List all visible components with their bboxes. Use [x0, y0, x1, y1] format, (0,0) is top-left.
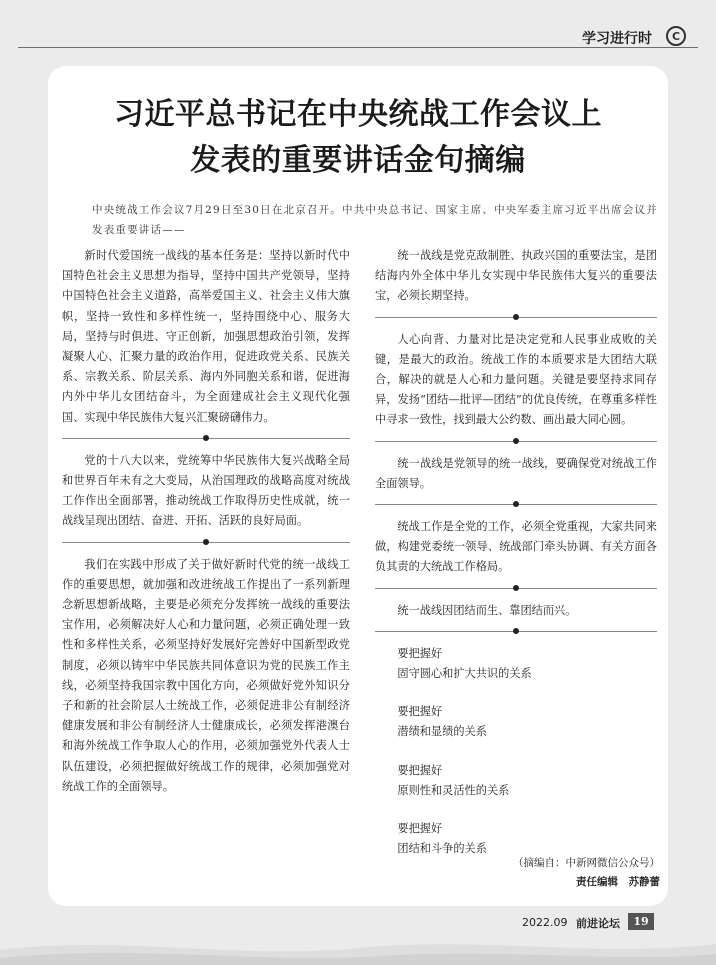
decorative-wave	[0, 930, 716, 965]
section-divider	[375, 504, 657, 505]
right-paragraph-4: 统战工作是全党的工作，必须全党重视，大家共同来做，构建党委统一领导、统战部门牵头协调、有关方面各负其责的大统战工作格局。	[375, 520, 657, 574]
section-divider	[375, 631, 657, 632]
circled-c-icon: C	[666, 26, 686, 46]
relation-text: 团结和斗争的关系	[397, 842, 487, 856]
divider-dot-icon	[203, 539, 209, 545]
right-column	[375, 246, 657, 859]
title-line-2: 发表的重要讲话金句摘编	[190, 143, 526, 178]
divider-dot-icon	[203, 435, 209, 441]
relation-item	[375, 644, 657, 684]
divider-dot-icon	[513, 628, 519, 634]
relation-item	[375, 702, 657, 742]
title-line-1: 习近平总书记在中央统战工作会议上	[114, 97, 602, 132]
relation-lead: 要把握好	[397, 705, 443, 719]
section-divider	[62, 438, 350, 439]
relation-lead: 要把握好	[397, 822, 443, 836]
right-paragraph-3: 统一战线是党领导的统一战线，要确保党对统战工作全面领导。	[375, 456, 657, 490]
magazine-name: 前进论坛	[576, 917, 620, 930]
left-paragraph-2: 党的十八大以来，党统筹中华民族伟大复兴战略全局和世界百年未有之大变局，从治国理政的战略高度对统战工作作出全面部署，推动统战工作取得历史性成就，统一战线呈现出团结、奋进、开拓、活跃的良好局面。	[62, 453, 350, 528]
right-paragraph-2: 人心向背、力量对比是决定党和人民事业成败的关键，是最大的政治。统战工作的本质要求是大团结大联合，解决的就是人心和力量问题。关键是要坚持求同存异，发扬“团结—批评—团结”的优良传统，在尊重多样性中寻求一致性，找到最大公约数、画出最大同心圆。	[375, 332, 657, 427]
relation-text: 潜绩和显绩的关系	[397, 725, 487, 739]
article-title	[0, 92, 716, 184]
divider-dot-icon	[513, 501, 519, 507]
left-paragraph-3: 我们在实践中形成了关于做好新时代党的统一战线工作的重要思想，就加强和改进统战工作提出了一系列新理念新思想新战略，主要是必须充分发挥统一战线的重要法宝作用，必须解决好人心和力量问题，必须正确处理一致性和多样性关系，必须坚持好发展好完善好中国新型政党制度，必须以铸牢中华民族共同体意识为党的民族工作主线，必须坚持我国宗教中国化方向，必须做好党外知识分子和新的社会阶层人士统战工作，必须促进非公有制经济健康发展和非公有制经济人士健康成长，必须发挥港澳台和海外统战工作争取人心的作用，必须加强党外代表人士队伍建设，必须把握做好统战工作的规律，必须加强党对统战工作的全面领导。	[62, 557, 350, 793]
section-divider	[375, 317, 657, 318]
divider-dot-icon	[513, 438, 519, 444]
section-divider	[62, 542, 350, 543]
article-intro: 中央统战工作会议7月29日至30日在北京召开。中共中央总书记、国家主席、中央军委主席习近平出席会议并发表重要讲话——	[92, 204, 658, 236]
left-paragraph-1: 新时代爱国统一战线的基本任务是：坚持以新时代中国特色社会主义思想为指导，坚持中国共产党领导，坚持中国特色社会主义道路，高举爱国主义、社会主义伟大旗帜，坚持一致性和多样性统一，坚持围绕中心、服务大局，坚持与时俱进、守正创新，加强思想政治引领，发挥凝聚人心、汇聚力量的政治作用，促进政党关系、民族关系、宗教关系、阶层关系、海内外同胞关系和谐，促进海内外中华儿女团结奋斗，为全面建成社会主义现代化强国、实现中华民族伟大复兴汇聚磅礴伟力。	[62, 249, 350, 424]
right-paragraph-5: 统一战线因团结而生、靠团结而兴。	[397, 603, 577, 617]
section-name: 学习进行时	[582, 31, 652, 47]
editor-credit: 责任编辑 苏静蕾	[576, 876, 660, 888]
relations-list	[375, 644, 657, 860]
relation-lead: 要把握好	[397, 646, 443, 660]
left-column	[62, 246, 350, 797]
relation-item	[375, 761, 657, 801]
source-credit: （摘编自：中新网微信公众号）	[513, 857, 660, 869]
relation-text: 原则性和灵活性的关系	[397, 783, 510, 797]
divider-dot-icon	[513, 314, 519, 320]
section-divider	[375, 588, 657, 589]
issue-date: 2022.09	[522, 916, 568, 929]
right-paragraph-1: 统一战线是党克敌制胜、执政兴国的重要法宝，是团结海内外全体中华儿女实现中华民族伟大复兴的重要法宝，必须长期坚持。	[375, 249, 657, 303]
header-rule	[18, 47, 698, 48]
relation-lead: 要把握好	[397, 763, 443, 777]
page-header	[0, 0, 716, 56]
page-number: 19	[628, 913, 654, 930]
relation-text: 固守圆心和扩大共识的关系	[397, 667, 532, 681]
section-divider	[375, 441, 657, 442]
divider-dot-icon	[513, 585, 519, 591]
